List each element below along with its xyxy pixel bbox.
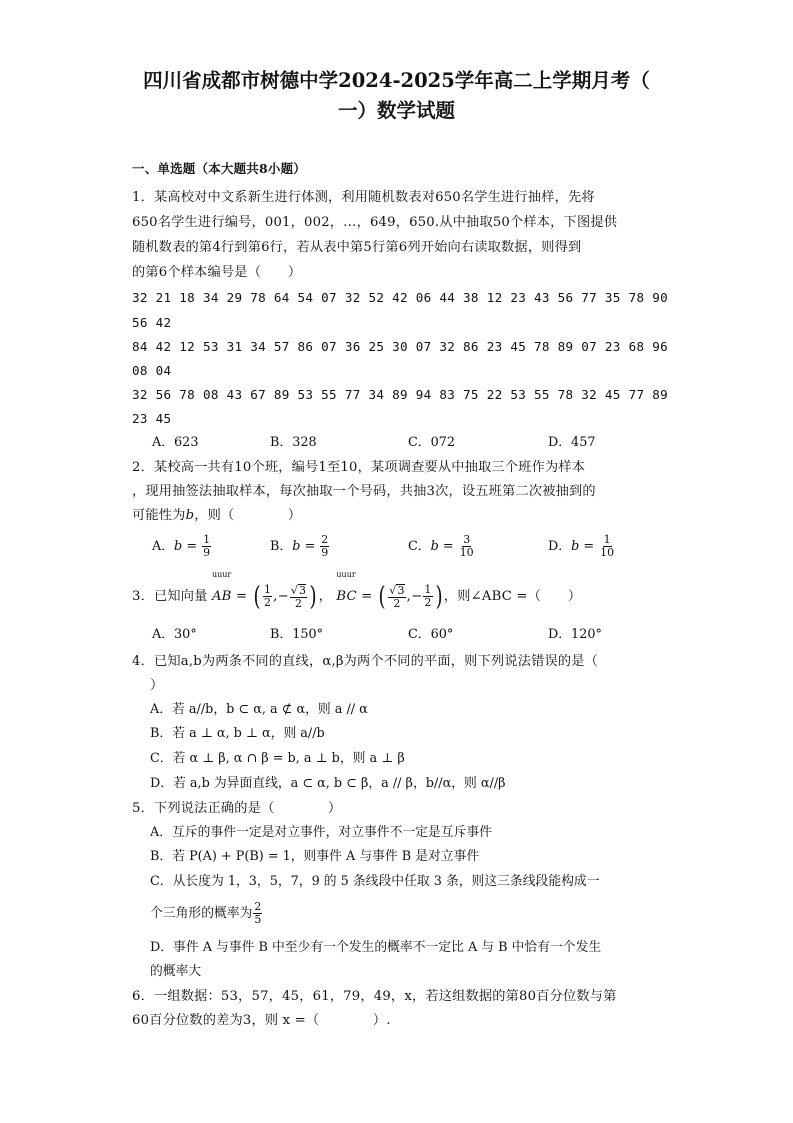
- vector-label: AB: [211, 589, 232, 604]
- vector-label: BC: [336, 589, 357, 604]
- numerator: 3: [463, 533, 471, 546]
- q5-option-c-line-1: C．从长度为 1，3，5，7，9 的 5 条线段中任取 3 条，则这三条线段能构成一: [150, 874, 600, 889]
- q4-line-1: 4．已知a,b为两条不同的直线，α,β为两个不同的平面，则下列说法错误的是（: [132, 654, 599, 669]
- random-table-row: 84 42 12 53 31 34 57 86 07 36 25 30 07 32 86 23 45 78 89 07 23 68 96: [132, 339, 668, 354]
- q3-option-b: B．150°: [270, 627, 324, 642]
- equals: =: [361, 589, 373, 604]
- close-paren: ): [309, 581, 318, 612]
- section-heading: 一、单选题（本大题共8小题）: [132, 161, 306, 176]
- numerator: √3: [389, 583, 405, 597]
- q2-line-3: [132, 507, 301, 525]
- q1-option-c: C．072: [408, 435, 456, 450]
- separator: ，: [318, 589, 332, 604]
- numerator: 1: [424, 583, 432, 596]
- fraction: [599, 534, 615, 559]
- denominator: 10: [459, 546, 474, 559]
- q5-option-a: A．互斥的事件一定是对立事件，对立事件不一定是互斥事件: [150, 825, 492, 840]
- vector-bc: [336, 570, 357, 614]
- q5-option-d-line-2: 的概率大: [150, 964, 202, 979]
- open-paren: (: [378, 581, 386, 612]
- equals: =: [235, 589, 248, 604]
- q4-option-d: D．若 a,b 为异面直线，a ⊂ α, b ⊂ β，a // β，b//α，则 α//β: [150, 776, 506, 791]
- q2-line-2: ，现用抽签法抽取样本，每次抽取一个号码，共抽3次，设五班第二次被抽到的: [132, 484, 596, 499]
- q1-line-2: 650名学生进行编号，001，002，…，649，650.从中抽取50个样本，下图提供: [132, 215, 618, 230]
- q1-option-b: B．328: [270, 435, 317, 450]
- option-var: b: [571, 539, 580, 554]
- vector-arrow-mark: uuur: [336, 570, 356, 579]
- q2-line-3-text: 可能性为: [132, 508, 186, 523]
- fraction: [423, 584, 432, 609]
- denominator: 5: [254, 913, 262, 926]
- q3-prefix: 3．已知向量: [132, 589, 208, 604]
- numerator: 1: [603, 533, 611, 546]
- option-label: C．: [408, 539, 431, 554]
- q3-suffix: ，则∠ABC =（ ）: [443, 589, 582, 604]
- option-eq: =: [442, 539, 454, 554]
- option-eq: =: [186, 539, 198, 554]
- q1-line-3: 随机数表的第4行到第6行，若从表中第5行第6列开始向右读取数据，则得到: [132, 240, 582, 255]
- denominator: 2: [424, 596, 432, 609]
- fraction: [202, 534, 211, 559]
- random-table-row: 32 21 18 34 29 78 64 54 07 32 52 42 06 44 38 12 23 43 56 77 35 78 90: [132, 290, 668, 305]
- q4-line-2: ）: [150, 678, 164, 693]
- q5-option-c-text: 个三角形的概率为: [150, 906, 253, 921]
- q5-line-1: 5．下列说法正确的是（ ）: [132, 801, 342, 816]
- q3-option-a: A．30°: [152, 627, 197, 642]
- fraction: [253, 901, 262, 926]
- minus: −: [277, 589, 289, 604]
- q3-line: [132, 570, 582, 614]
- q5-option-b: B．若 P(A) + P(B) = 1，则事件 A 与事件 B 是对立事件: [150, 849, 480, 864]
- fraction: [459, 534, 475, 559]
- numerator: √3: [290, 583, 307, 597]
- option-var: b: [292, 539, 301, 554]
- minus: −: [411, 589, 423, 604]
- option-label: A．: [152, 539, 175, 554]
- comma: ,: [273, 589, 278, 604]
- q2-option-b: [270, 534, 330, 559]
- denominator: 9: [203, 546, 211, 559]
- comma: ,: [406, 589, 412, 604]
- fraction: [290, 584, 307, 610]
- denominator: 2: [393, 596, 401, 610]
- denominator: 10: [600, 546, 615, 559]
- q1-line-4: 的第6个样本编号是（ ）: [132, 265, 302, 280]
- q3-option-d: D．120°: [548, 627, 602, 642]
- option-label: B．: [270, 539, 293, 554]
- numerator: 2: [254, 900, 262, 913]
- radicand: 3: [397, 583, 405, 597]
- q4-option-b: B．若 a ⊥ α, b ⊥ α，则 a//b: [150, 726, 325, 741]
- q1-option-a: A．623: [152, 435, 199, 450]
- radicand: 3: [299, 583, 307, 597]
- option-eq: =: [304, 539, 316, 554]
- random-table-row: 23 45: [132, 411, 172, 426]
- denominator: 2: [294, 596, 303, 610]
- open-paren: (: [253, 581, 261, 612]
- q5-option-d-line-1: D．事件 A 与事件 B 中至少有一个发生的概率不一定比 A 与 B 中恰有一个发生: [150, 940, 602, 955]
- denominator: 9: [321, 546, 329, 559]
- close-paren: ): [435, 581, 443, 612]
- q6-line-2: 60百分位数的差为3，则 x =（ ）.: [132, 1013, 391, 1028]
- page-title: [100, 66, 693, 126]
- fraction: [263, 584, 272, 609]
- numerator: 2: [321, 533, 329, 546]
- vector-arrow-mark: uuur: [211, 570, 232, 579]
- option-var: b: [174, 539, 183, 554]
- random-table-row: 08 04: [132, 363, 172, 378]
- random-table-row: 56 42: [132, 315, 172, 330]
- numerator: 1: [263, 583, 272, 596]
- denominator: 2: [263, 596, 272, 609]
- random-table-row: 32 56 78 08 43 67 89 53 55 77 34 89 94 83 75 22 53 55 78 32 45 77 89: [132, 387, 668, 402]
- option-var: b: [430, 539, 439, 554]
- q4-option-c: C．若 α ⊥ β, α ∩ β = b, a ⊥ b，则 a ⊥ β: [150, 751, 405, 766]
- q1-line-1: 1．某高校对中文系新生进行体测，利用随机数表对650名学生进行抽样，先将: [132, 190, 595, 205]
- q6-line-1: 6．一组数据：53，57，45，61，79，49，x，若这组数据的第80百分位数与第: [132, 989, 617, 1004]
- q2-var: b: [185, 508, 195, 523]
- vector-ab: [211, 570, 232, 614]
- q2-option-c: [408, 534, 476, 559]
- q3-option-c: C．60°: [408, 627, 454, 642]
- q2-line-3-tail: ，则（ ）: [194, 508, 302, 523]
- option-label: D．: [548, 539, 572, 554]
- q2-option-d: [548, 534, 616, 559]
- q1-option-d: D．457: [548, 435, 596, 450]
- q5-option-c-line-2: [150, 898, 263, 930]
- title-line-1: 四川省成都市树德中学2024-2025学年高二上学期月考（: [143, 69, 650, 92]
- q2-line-1: 2．某校高一共有10个班，编号1至10，某项调查要从中抽取三个班作为样本: [132, 460, 586, 475]
- q2-option-a: [152, 534, 212, 559]
- option-eq: =: [583, 539, 595, 554]
- fraction: [388, 584, 405, 610]
- fraction: [320, 534, 329, 559]
- q4-option-a: A．若 a//b，b ⊂ α, a ⊄ α，则 a // α: [150, 702, 368, 717]
- title-line-2: 一）数学试题: [337, 99, 455, 122]
- numerator: 1: [203, 533, 211, 546]
